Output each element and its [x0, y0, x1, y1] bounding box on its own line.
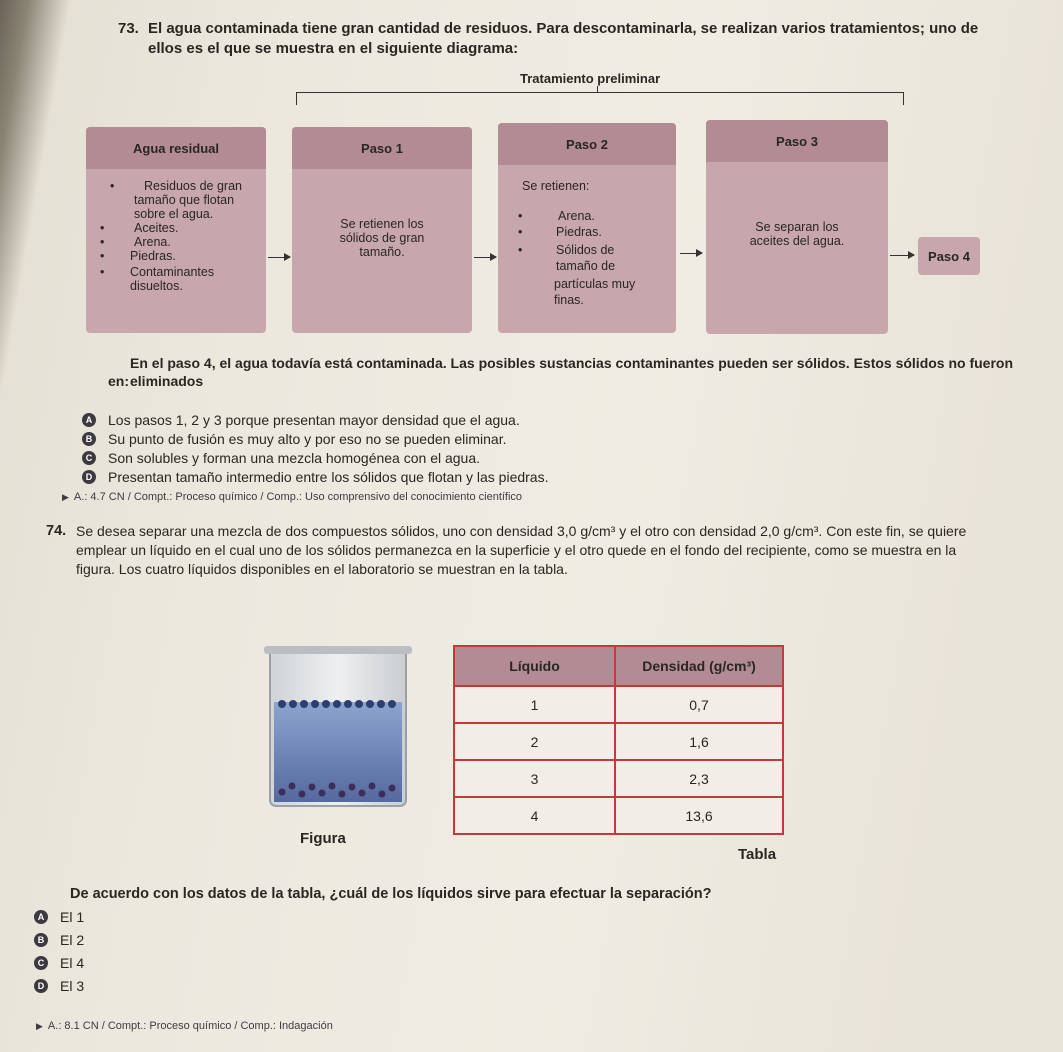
- q73-reference: ▶ A.: 4.7 CN / Compt.: Proceso químico / Comp.: Uso comprensivo del conocimiento científico: [62, 491, 523, 503]
- table-cell: 2,3: [615, 760, 783, 797]
- beaker-figure: [262, 642, 412, 812]
- table-row: [454, 686, 783, 723]
- box-line: tamaño de: [556, 259, 616, 273]
- chevron-right-icon: ▶: [62, 492, 69, 502]
- figure-caption: Figura: [300, 830, 346, 847]
- q73-option-c[interactable]: [82, 450, 480, 466]
- box-line: Piedras.: [556, 225, 602, 239]
- option-text: El 2: [60, 932, 85, 948]
- diagram-arrow: [680, 253, 702, 254]
- box-line: Se separan los: [755, 220, 839, 234]
- option-letter-badge: B: [34, 933, 48, 947]
- diagram-bracket-tick: [597, 86, 598, 93]
- diagram-arrow: [474, 257, 496, 258]
- diagram-title: Tratamiento preliminar: [520, 71, 661, 86]
- box-line: Sólidos de: [556, 243, 615, 257]
- box-line: tamaño que flotan: [134, 193, 235, 207]
- box-title: Paso 2: [498, 123, 676, 165]
- density-table: [453, 645, 784, 835]
- q74-option-b[interactable]: [34, 932, 84, 948]
- q74-option-c[interactable]: [34, 955, 84, 971]
- table-row: [454, 760, 783, 797]
- diagram-box-paso-4: Paso 4: [918, 237, 980, 275]
- option-text: El 1: [60, 909, 85, 925]
- table-cell: 4: [454, 797, 615, 834]
- box-line: Arena.: [558, 209, 595, 223]
- box-line: Arena.: [134, 235, 171, 249]
- beaker-rim: [264, 646, 412, 654]
- table-cell: 1,6: [615, 723, 783, 760]
- box-line: finas.: [554, 293, 584, 307]
- q74-option-d[interactable]: [34, 978, 84, 994]
- option-letter-badge: C: [34, 956, 48, 970]
- box-line: partículas muy: [554, 277, 636, 291]
- option-text: El 3: [60, 978, 85, 994]
- question-74-text-line2: emplear un líquido en el cual uno de los sólidos permanezca en la superficie y el otro quede en el fondo del recipiente, como se muestra en la: [76, 542, 957, 558]
- table-cell: 2: [454, 723, 615, 760]
- table-header-row: [454, 646, 783, 686]
- box-title: Agua residual: [86, 127, 266, 169]
- diagram-box-paso-1: [292, 127, 472, 333]
- question-74-text-line1: Se desea separar una mezcla de dos compuestos sólidos, uno con densidad 3,0 g/cm³ y el otro con densidad 2,0 g/cm³. Con este fin, se quiere: [76, 523, 967, 539]
- q74-reference: ▶ A.: 8.1 CN / Compt.: Proceso químico / Comp.: Indagación: [36, 1020, 333, 1032]
- option-letter-badge: A: [34, 910, 48, 924]
- table-caption: Tabla: [738, 846, 777, 863]
- option-letter-badge: D: [82, 470, 96, 484]
- question-73-prompt-line2: en:: [108, 373, 129, 389]
- box-line: Se retienen los: [340, 217, 424, 231]
- question-73-prompt-line1: En el paso 4, el agua todavía está contaminada. Las posibles sustancias contaminantes pueden ser sólidos. Estos sólidos no fueron eliminados: [130, 355, 1014, 389]
- q74-option-a[interactable]: [34, 909, 84, 925]
- box-body: [706, 220, 888, 248]
- option-text: Su punto de fusión es muy alto y por eso no se pueden eliminar.: [108, 431, 507, 447]
- diagram-box-paso-3: [706, 120, 888, 334]
- q73-option-b[interactable]: [82, 431, 506, 447]
- diagram-arrow: [890, 255, 914, 256]
- option-letter-badge: B: [82, 432, 96, 446]
- question-73-text-line2: ellos es el que se muestra en el siguiente diagrama:: [148, 40, 519, 57]
- option-letter-badge: D: [34, 979, 48, 993]
- box-line: Contaminantes: [130, 265, 215, 279]
- table-header-liquid: Líquido: [454, 646, 615, 686]
- table-cell: 0,7: [615, 686, 783, 723]
- option-letter-badge: A: [82, 413, 96, 427]
- box-line: aceites del agua.: [749, 234, 845, 248]
- table-cell: 13,6: [615, 797, 783, 834]
- option-text: El 4: [60, 955, 85, 971]
- diagram-box-paso-2: Paso 2 Se retienen: • Arena. • Piedras. • Sólidos de tamaño de partículas muy finas.: [498, 123, 676, 333]
- question-74-number: 74.: [46, 523, 67, 539]
- floating-solid-particles: [278, 700, 396, 708]
- box-title: Paso 1: [292, 127, 472, 169]
- box-line: disueltos.: [130, 279, 183, 293]
- table-cell: 3: [454, 760, 615, 797]
- chevron-right-icon: ▶: [36, 1021, 43, 1031]
- option-letter-badge: C: [82, 451, 96, 465]
- box-line: Aceites.: [134, 221, 179, 235]
- diagram-bracket: [296, 92, 904, 105]
- table-row: [454, 723, 783, 760]
- box-line: sólidos de gran: [339, 231, 425, 245]
- option-text: Los pasos 1, 2 y 3 porque presentan mayor densidad que el agua.: [108, 412, 520, 428]
- box-line: tamaño.: [359, 245, 405, 259]
- question-73-number: 73.: [118, 20, 139, 37]
- q73-option-d[interactable]: [82, 469, 548, 485]
- box-title: Paso 3: [706, 120, 888, 162]
- question-73-text-line1: El agua contaminada tiene gran cantidad de residuos. Para descontaminarla, se realizan varios tratamientos; uno de: [148, 20, 979, 37]
- question-74-text-line3: figura. Los cuatro líquidos disponibles en el laboratorio se muestran en la tabla.: [76, 561, 568, 577]
- diagram-arrow: [268, 257, 290, 258]
- option-text: Son solubles y forman una mezcla homogénea con el agua.: [108, 450, 481, 466]
- box-line: sobre el agua.: [134, 207, 214, 221]
- table-header-density: Densidad (g/cm³): [615, 646, 783, 686]
- question-74-question: De acuerdo con los datos de la tabla, ¿cuál de los líquidos sirve para efectuar la separación?: [70, 886, 712, 902]
- box-line: Piedras.: [130, 249, 176, 263]
- box-line: Se retienen:: [522, 179, 590, 193]
- box-line: Residuos de gran: [144, 179, 242, 193]
- option-text: Presentan tamaño intermedio entre los sólidos que flotan y las piedras.: [108, 469, 549, 485]
- table-cell: 1: [454, 686, 615, 723]
- box-body: [292, 217, 472, 259]
- q73-option-a[interactable]: [82, 412, 520, 428]
- table-row: [454, 797, 783, 834]
- diagram-box-agua-residual: Agua residual • Residuos de gran tamaño que flotan sobre el agua. • Aceites. • Arena. • Piedras. • Contaminantes disueltos.: [86, 127, 266, 333]
